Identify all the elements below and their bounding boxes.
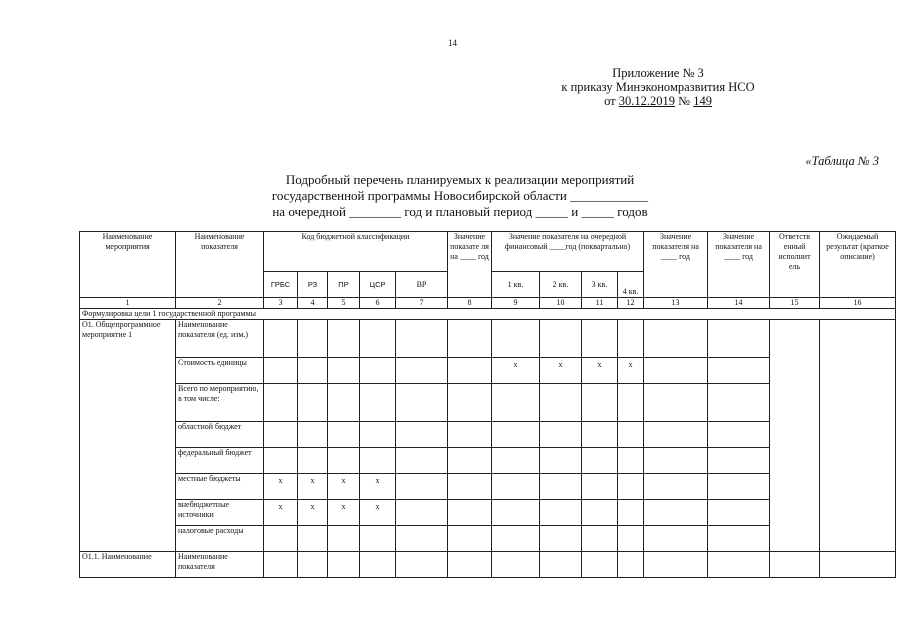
cell-pr	[328, 384, 360, 422]
document-title	[230, 172, 690, 220]
header-csr: ЦСР	[360, 272, 396, 298]
cell-q4	[618, 526, 644, 552]
cell-pr	[328, 320, 360, 358]
event-name: О1. Общепрограммное мероприятие 1	[80, 320, 176, 552]
goal-row	[80, 309, 896, 320]
header-expected-result: Ожидаемый результат (краткое описание)	[820, 232, 896, 298]
column-number: 14	[708, 298, 770, 309]
cell-year	[448, 448, 492, 474]
header-indicator-name: Наименование показателя	[176, 232, 264, 298]
cell-year	[448, 526, 492, 552]
cell-rz	[298, 526, 328, 552]
cell-pr: х	[328, 500, 360, 526]
cell-next1	[644, 422, 708, 448]
header-value-next-2: Значение показателя на ____ год	[708, 232, 770, 298]
cell-grbs	[264, 358, 298, 384]
cell-grbs	[264, 384, 298, 422]
cell-csr	[360, 552, 396, 578]
indicator-label: Всего по мероприятию, в том числе:	[176, 384, 264, 422]
cell-csr	[360, 358, 396, 384]
cell-q3	[582, 448, 618, 474]
cell-q2	[540, 320, 582, 358]
cell-q4: х	[618, 358, 644, 384]
indicator-label: Стоимость единицы	[176, 358, 264, 384]
cell-vr	[396, 448, 448, 474]
column-number: 4	[298, 298, 328, 309]
header-responsible: Ответств енный исполнит ель	[770, 232, 820, 298]
cell-q4	[618, 384, 644, 422]
cell-year	[448, 552, 492, 578]
cell-q1: х	[492, 358, 540, 384]
cell-next1	[644, 474, 708, 500]
cell-vr	[396, 358, 448, 384]
cell-q2	[540, 448, 582, 474]
cell-pr	[328, 552, 360, 578]
cell-year	[448, 320, 492, 358]
indicator-label: Наименование показателя	[176, 552, 264, 578]
cell-vr	[396, 552, 448, 578]
cell-grbs	[264, 320, 298, 358]
cell-expected-result	[820, 320, 896, 552]
cell-next1	[644, 500, 708, 526]
cell-q3	[582, 320, 618, 358]
cell-q4	[618, 422, 644, 448]
table-row	[80, 320, 896, 358]
cell-next2	[708, 552, 770, 578]
cell-next2	[708, 384, 770, 422]
cell-csr	[360, 422, 396, 448]
table-row	[80, 552, 896, 578]
cell-q3: х	[582, 358, 618, 384]
header-q3: 3 кв.	[582, 272, 618, 298]
appendix-date: 30.12.2019	[618, 94, 675, 108]
indicator-label: Наименование показателя (ед. изм.)	[176, 320, 264, 358]
header-grbs: ГРБС	[264, 272, 298, 298]
column-number: 12	[618, 298, 644, 309]
table-caption: «Таблица № 3	[805, 154, 879, 168]
title-line-3: на очередной ________ год и плановый период _____ и _____ годов	[272, 204, 648, 219]
column-number: 3	[264, 298, 298, 309]
events-table	[79, 231, 896, 578]
page-number: 14	[448, 38, 457, 48]
cell-year	[448, 358, 492, 384]
column-number: 8	[448, 298, 492, 309]
cell-q2	[540, 422, 582, 448]
cell-next1	[644, 384, 708, 422]
cell-rz	[298, 448, 328, 474]
cell-q2	[540, 384, 582, 422]
cell-csr	[360, 526, 396, 552]
cell-next2	[708, 422, 770, 448]
cell-q1	[492, 500, 540, 526]
goal-label: Формулировка цели 1 государственной программы	[80, 309, 896, 320]
cell-next1	[644, 358, 708, 384]
cell-grbs: х	[264, 474, 298, 500]
header-indicator-quarterly: Значение показателя на очередной финансовый ____год (поквартально)	[492, 232, 644, 272]
column-numbers-row	[80, 298, 896, 309]
indicator-label: местные бюджеты	[176, 474, 264, 500]
appendix-line-3	[508, 94, 808, 108]
cell-grbs	[264, 526, 298, 552]
cell-rz	[298, 384, 328, 422]
column-number: 9	[492, 298, 540, 309]
header-budget-code: Код бюджетной классификации	[264, 232, 448, 272]
cell-vr	[396, 320, 448, 358]
cell-q3	[582, 384, 618, 422]
column-number: 6	[360, 298, 396, 309]
appendix-line-2: к приказу Минэкономразвития НСО	[561, 80, 755, 94]
cell-next2	[708, 500, 770, 526]
cell-responsible	[770, 320, 820, 552]
cell-next1	[644, 526, 708, 552]
cell-q1	[492, 384, 540, 422]
header-indicator-value-year: Значение показате ля на ____ год	[448, 232, 492, 298]
column-number: 5	[328, 298, 360, 309]
cell-q3	[582, 552, 618, 578]
cell-q1	[492, 526, 540, 552]
column-number: 16	[820, 298, 896, 309]
cell-year	[448, 422, 492, 448]
cell-q3	[582, 500, 618, 526]
cell-q1	[492, 474, 540, 500]
cell-q2: х	[540, 358, 582, 384]
column-number: 15	[770, 298, 820, 309]
cell-q3	[582, 474, 618, 500]
cell-rz	[298, 552, 328, 578]
column-number: 2	[176, 298, 264, 309]
title-line-2: государственной программы Новосибирской области ____________	[271, 188, 649, 203]
cell-rz: х	[298, 500, 328, 526]
cell-pr	[328, 358, 360, 384]
cell-next2	[708, 448, 770, 474]
cell-next1	[644, 552, 708, 578]
appendix-header	[508, 66, 808, 108]
cell-q4	[618, 552, 644, 578]
cell-q2	[540, 552, 582, 578]
cell-csr	[360, 448, 396, 474]
cell-q4	[618, 474, 644, 500]
cell-vr	[396, 526, 448, 552]
appendix-number: 149	[693, 94, 712, 108]
indicator-label: внебюджетные источники	[176, 500, 264, 526]
cell-rz: х	[298, 474, 328, 500]
header-pr: ПР	[328, 272, 360, 298]
appendix-number-sign: №	[675, 94, 694, 108]
cell-pr	[328, 448, 360, 474]
title-line-1: Подробный перечень планируемых к реализации мероприятий	[285, 172, 635, 187]
cell-csr	[360, 384, 396, 422]
cell-rz	[298, 358, 328, 384]
cell-vr	[396, 474, 448, 500]
cell-q3	[582, 422, 618, 448]
header-event-name: Наименование мероприятия	[80, 232, 176, 298]
cell-next1	[644, 320, 708, 358]
indicator-label: областной бюджет	[176, 422, 264, 448]
column-number: 1	[80, 298, 176, 309]
cell-q3	[582, 526, 618, 552]
cell-q1	[492, 448, 540, 474]
cell-grbs	[264, 422, 298, 448]
header-q2: 2 кв.	[540, 272, 582, 298]
cell-year	[448, 500, 492, 526]
column-number: 13	[644, 298, 708, 309]
header-value-next-1: Значение показателя на ____ год	[644, 232, 708, 298]
header-q4: 4 кв.	[618, 272, 644, 298]
cell-q4	[618, 500, 644, 526]
header-q1: 1 кв.	[492, 272, 540, 298]
cell-year	[448, 384, 492, 422]
indicator-label: федеральный бюджет	[176, 448, 264, 474]
appendix-line-1: Приложение № 3	[612, 66, 704, 80]
cell-q1	[492, 422, 540, 448]
cell-next2	[708, 358, 770, 384]
header-rz: РЗ	[298, 272, 328, 298]
cell-pr	[328, 526, 360, 552]
cell-grbs	[264, 448, 298, 474]
indicator-label: налоговые расходы	[176, 526, 264, 552]
cell-pr	[328, 422, 360, 448]
cell-vr	[396, 384, 448, 422]
cell-responsible	[770, 552, 820, 578]
cell-csr	[360, 320, 396, 358]
event-name: О1.1. Наименование	[80, 552, 176, 578]
cell-q4	[618, 448, 644, 474]
header-vr: ВР	[396, 272, 448, 298]
cell-grbs	[264, 552, 298, 578]
cell-grbs: х	[264, 500, 298, 526]
cell-q2	[540, 526, 582, 552]
cell-q1	[492, 320, 540, 358]
cell-next2	[708, 526, 770, 552]
column-number: 10	[540, 298, 582, 309]
cell-expected-result	[820, 552, 896, 578]
cell-rz	[298, 422, 328, 448]
cell-next1	[644, 448, 708, 474]
cell-rz	[298, 320, 328, 358]
cell-csr: х	[360, 474, 396, 500]
cell-q4	[618, 320, 644, 358]
cell-q2	[540, 500, 582, 526]
cell-q2	[540, 474, 582, 500]
table-body	[80, 298, 896, 578]
cell-next2	[708, 320, 770, 358]
cell-next2	[708, 474, 770, 500]
cell-csr: х	[360, 500, 396, 526]
cell-q1	[492, 552, 540, 578]
cell-vr	[396, 422, 448, 448]
cell-year	[448, 474, 492, 500]
column-number: 7	[396, 298, 448, 309]
cell-pr: х	[328, 474, 360, 500]
column-number: 11	[582, 298, 618, 309]
appendix-date-prefix: от	[604, 94, 619, 108]
cell-vr	[396, 500, 448, 526]
